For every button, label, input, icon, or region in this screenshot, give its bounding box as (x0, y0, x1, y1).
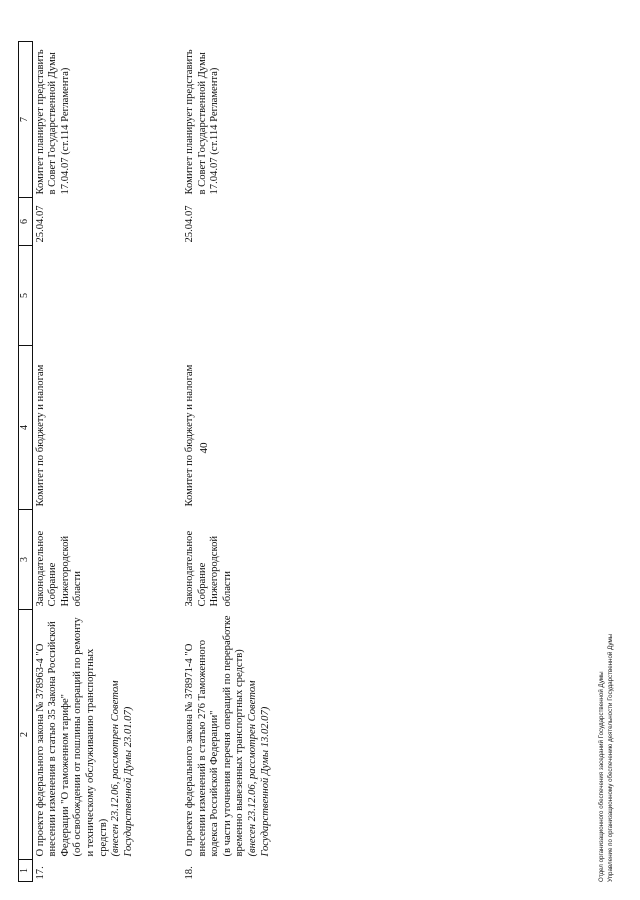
status: Комитет планирует представить в Совет Государственной Думы 17.04.07 (ст.114 Регламента) (34, 49, 71, 195)
column-header: 3 (19, 510, 33, 610)
date: 25.04.07 (184, 205, 196, 243)
bill-title: О проекте федерального закона № 378971-4 "О внесении изменений в статью 276 Таможенного кодекса Российской Федерации" (184, 639, 221, 857)
row-number: 17. (34, 866, 46, 880)
column-number-row (19, 42, 33, 882)
initiator: Законодательное Собрание Нижегородской области (34, 530, 84, 607)
status: Комитет планирует представить в Совет Государственной Думы 17.04.07 (ст.114 Регламента) (184, 49, 221, 195)
committee: Комитет по бюджету и налогам (34, 364, 46, 507)
footer-department: Отдел организационного обеспечения заседаний Государственной Думы (598, 671, 605, 882)
column-header: 2 (19, 610, 33, 860)
bill-title: О проекте федерального закона № 378963-4 "О внесении изменения в статью 35 Закона Российской Федерации "О таможенном тарифе" (34, 621, 71, 857)
footer-directorate: Управление по организационному обеспечению деятельности Государственной Думы (606, 633, 614, 882)
column-header: 5 (19, 246, 33, 346)
bill-detail: (об освобождении от пошлины операций по ремонту и техническому обслуживанию транспортных средств) (72, 617, 109, 857)
date: 25.04.07 (34, 205, 46, 243)
row-number: 18. (184, 866, 196, 880)
column-5-value (182, 246, 272, 346)
bill-note: (внесен 23.12.06, рассмотрен Советом Государственной Думы 13.02.07) (247, 680, 271, 857)
column-header: 6 (19, 198, 33, 246)
page-footer (598, 634, 615, 882)
table-row (32, 42, 182, 882)
bill-register-table (18, 41, 272, 882)
initiator: Законодательное Собрание Нижегородской области (184, 530, 233, 607)
bill-note: (внесен 23.12.06, рассмотрен Советом Государственной Думы 23.01.07) (110, 680, 134, 857)
bill-description (182, 610, 272, 860)
bill-description (32, 610, 182, 860)
column-5-value (32, 246, 182, 346)
bill-detail: (в части уточнения перечня операций по переработке временно вывезенных транспортных средств) (221, 615, 246, 857)
committee: Комитет по бюджету и налогам (184, 364, 196, 507)
column-header: 4 (19, 346, 33, 510)
table-row (182, 42, 272, 882)
page-number: 40 (198, 442, 210, 454)
column-header: 1 (19, 860, 33, 882)
column-header: 7 (19, 42, 33, 198)
